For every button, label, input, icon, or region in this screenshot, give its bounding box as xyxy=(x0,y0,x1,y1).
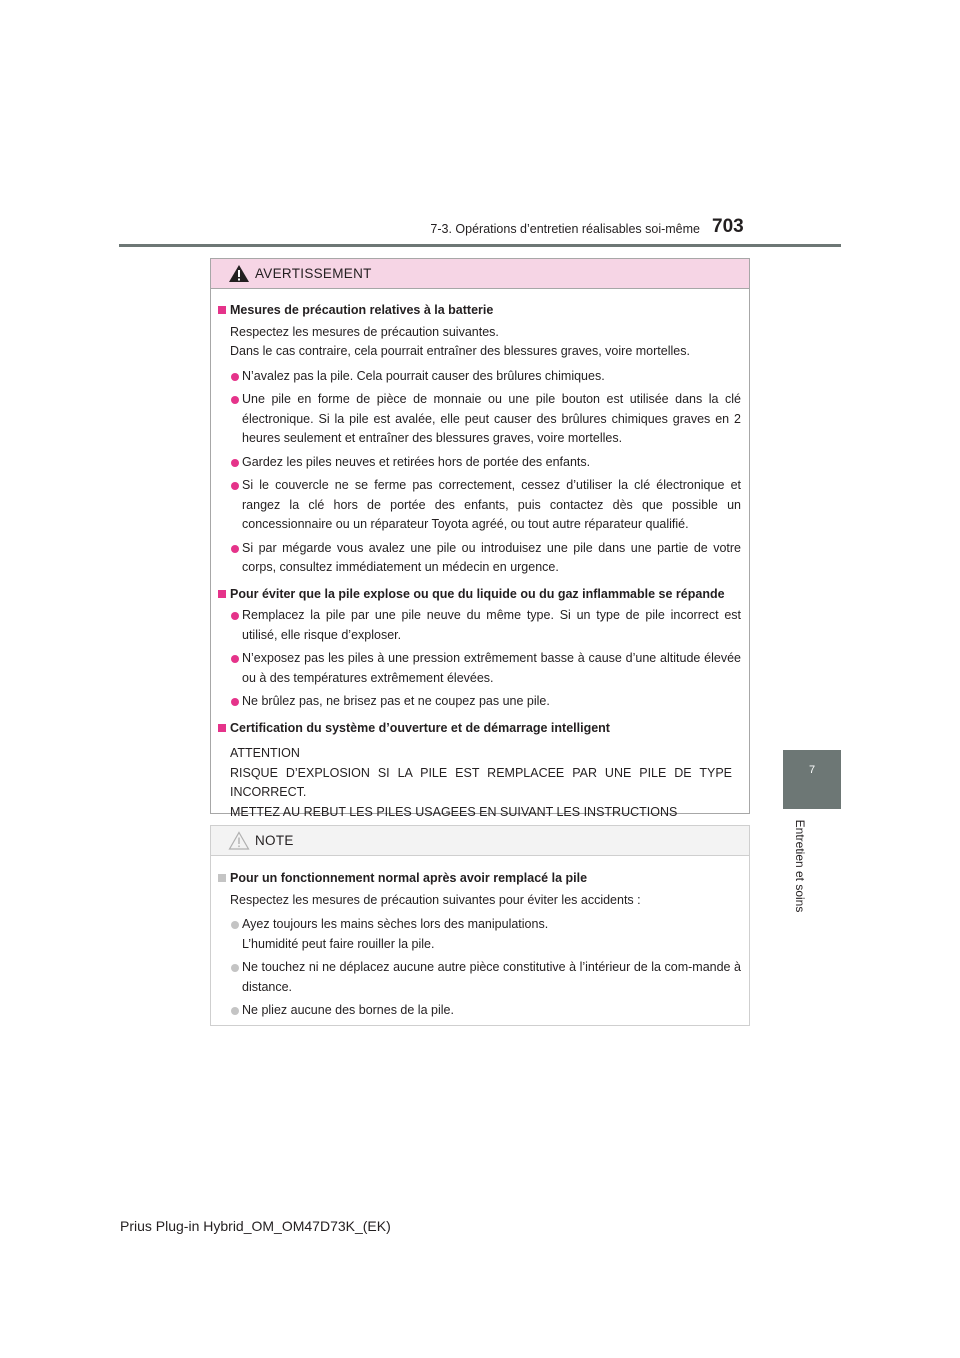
round-bullet-icon xyxy=(231,612,239,620)
round-bullet-icon xyxy=(231,655,239,663)
section-heading: 7-3. Opérations d’entretien réalisables soi-même xyxy=(430,222,700,236)
page-number: 703 xyxy=(712,216,744,237)
round-bullet-icon xyxy=(231,698,239,706)
square-bullet-icon xyxy=(218,306,226,314)
section-title: Pour un fonctionnement normal après avoir remplacé la pile xyxy=(218,869,742,889)
list-item: Ne pliez aucune des bornes de la pile. xyxy=(218,1001,742,1021)
note-header xyxy=(211,826,749,856)
chapter-label: Entretien et soins xyxy=(793,819,807,913)
header-divider xyxy=(119,244,841,247)
list-item: Si le couvercle ne se ferme pas correctement, cessez d’utiliser la clé électronique et rangez la clé hors de portée des enfants, puis contactez dès que possible un concessionnaire ou un réparateur Toyota agréé, ou tout autre réparateur qualifié. xyxy=(218,476,742,535)
warning-title: AVERTISSEMENT xyxy=(255,266,372,281)
list-item: N’exposez pas les piles à une pression extrêmement basse à cause d’une altitude élevée ou à des températures extrêmement élevées. xyxy=(218,649,742,688)
list-item: Une pile en forme de pièce de monnaie ou une pile bouton est utilisée dans la clé électronique. Si la pile est avalée, elle peut causer des brûlures chimiques graves en 2 heures seulement et entraîner des blessures graves, voire mortelles. xyxy=(218,390,742,449)
square-bullet-icon xyxy=(218,590,226,598)
caution-triangle-icon xyxy=(228,831,250,850)
list-item: Ne brûlez pas, ne brisez pas et ne coupez pas une pile. xyxy=(218,692,742,712)
section-title: Pour éviter que la pile explose ou que du liquide ou du gaz inflammable se répande xyxy=(218,585,742,605)
warning-triangle-icon xyxy=(228,264,250,283)
round-bullet-icon xyxy=(231,482,239,490)
round-bullet-icon xyxy=(231,396,239,404)
square-bullet-icon xyxy=(218,724,226,732)
square-bullet-icon xyxy=(218,874,226,882)
list-item: Ayez toujours les mains sèches lors des manipulations. L’humidité peut faire rouiller la pile. xyxy=(218,915,742,954)
list-item: Gardez les piles neuves et retirées hors de portée des enfants. xyxy=(218,453,742,473)
document-footer: Prius Plug-in Hybrid_OM_OM47D73K_(EK) xyxy=(120,1218,391,1234)
round-bullet-icon xyxy=(231,373,239,381)
note-box xyxy=(210,825,750,1026)
section-intro: ATTENTION RISQUE D’EXPLOSION SI LA PILE EST REMPLACEE PAR UNE PILE DE TYPE INCORRECT. METTEZ AU REBUT LES PILES USAGEES EN SUIVANT LES INSTRUCTIONS xyxy=(230,746,732,819)
round-bullet-icon xyxy=(231,459,239,467)
round-bullet-icon xyxy=(231,1007,239,1015)
warning-box xyxy=(210,258,750,819)
round-bullet-icon xyxy=(231,964,239,972)
list-item: N’avalez pas la pile. Cela pourrait causer des brûlures chimiques. xyxy=(218,367,742,387)
note-body xyxy=(211,856,749,1021)
section-title: Mesures de précaution relatives à la batterie xyxy=(218,301,742,321)
section-intro: Respectez les mesures de précaution suivantes pour éviter les accidents : xyxy=(230,892,641,907)
list-item: Si par mégarde vous avalez une pile ou introduisez une pile dans une partie de votre corps, consultez immédiatement un médecin en urgence. xyxy=(218,539,742,578)
note-title: NOTE xyxy=(255,833,294,848)
chapter-number: 7 xyxy=(808,764,816,776)
warning-header xyxy=(211,259,749,289)
round-bullet-icon xyxy=(231,545,239,553)
list-item: Remplacez la pile par une pile neuve du même type. Si un type de pile incorrect est utilisé, elle risque d’exploser. xyxy=(218,606,742,645)
section-intro: Respectez les mesures de précaution suivantes. Dans le cas contraire, cela pourrait entraîner des blessures graves, voire mortelles. xyxy=(230,324,690,358)
warning-body xyxy=(211,289,749,822)
section-title: Certification du système d’ouverture et de démarrage intelligent xyxy=(218,719,742,739)
round-bullet-icon xyxy=(231,921,239,929)
list-item: Ne touchez ni ne déplacez aucune autre pièce constitutive à l’intérieur de la com-mande à distance. xyxy=(218,958,742,997)
